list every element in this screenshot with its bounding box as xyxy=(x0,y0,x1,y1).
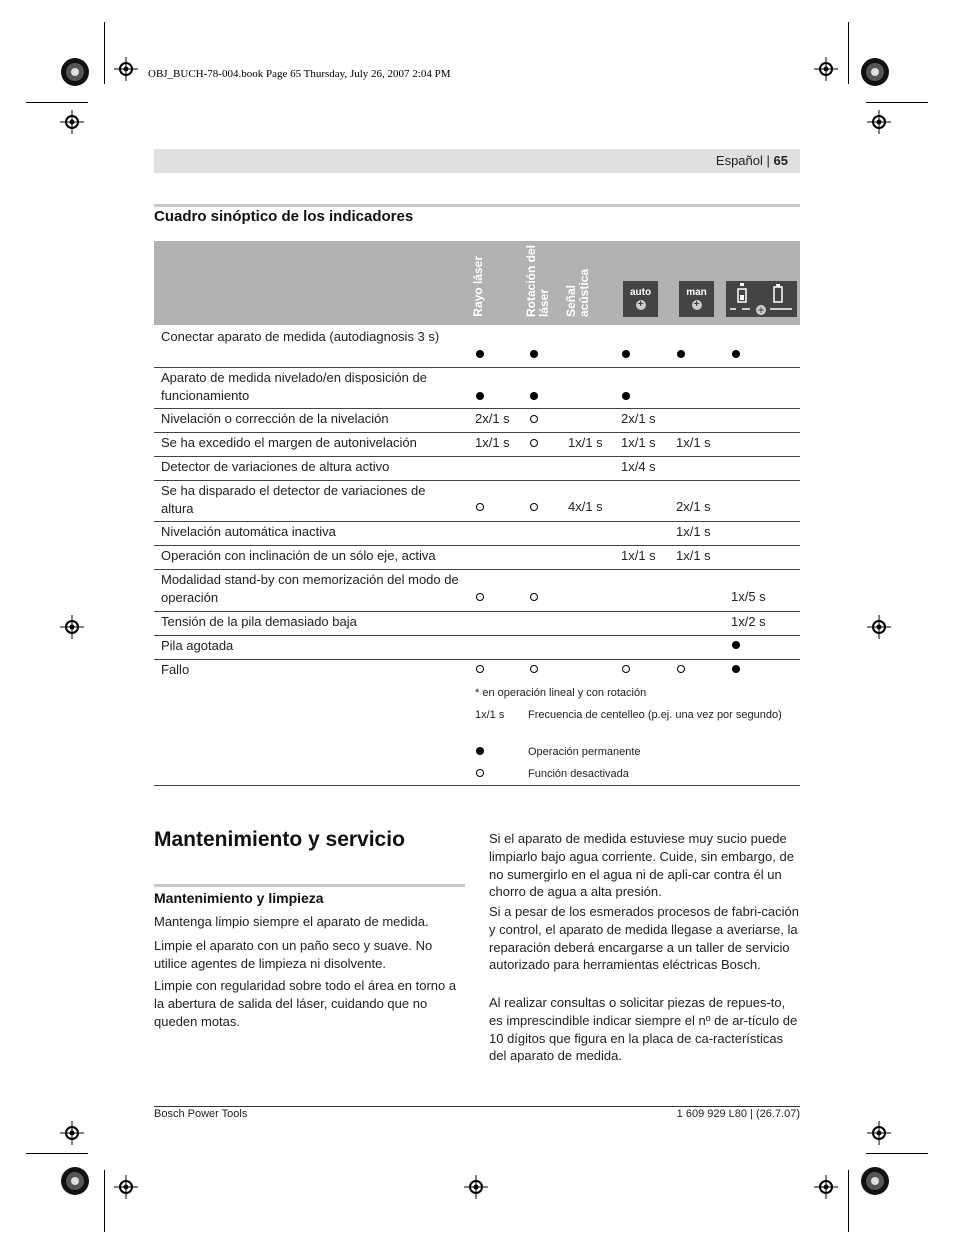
off-icon xyxy=(530,415,538,423)
indicators-title: Cuadro sinóptico de los indicadores xyxy=(154,208,414,225)
laser-freq: 2x/1 s xyxy=(475,411,510,426)
man-freq: 1x/1 s xyxy=(676,435,711,450)
legend-on-desc: Operación permanente xyxy=(528,746,641,758)
footer-brand: Bosch Power Tools xyxy=(154,1108,248,1120)
color-wheel-mark-bottom-left xyxy=(60,1166,90,1196)
steady-on-icon xyxy=(732,350,740,358)
row-desc: Se ha excedido el margen de autonivelación xyxy=(161,435,417,450)
row-desc: Modalidad stand-by con memorización del modo de operación xyxy=(161,572,459,605)
table-row xyxy=(154,635,800,660)
man-freq: 1x/1 s xyxy=(676,524,711,539)
paragraph: Si a pesar de los esmerados procesos de fabri-cación y control, el aparato de medida llegase a averiarse, la reparación deberá encargarse a un taller de servicio autorizado para herramientas eléctricas Bosch. xyxy=(489,904,799,973)
acoustic-freq: 4x/1 s xyxy=(568,499,603,514)
legend-freq-key: 1x/1 s xyxy=(475,709,505,721)
off-icon xyxy=(530,665,538,673)
off-icon xyxy=(476,593,484,601)
table-row xyxy=(154,521,800,546)
col-laser-rotation: Rotación del láser xyxy=(524,244,551,317)
auto-freq: 1x/4 s xyxy=(621,459,656,474)
table-header xyxy=(154,241,800,325)
off-icon xyxy=(530,439,538,447)
steady-on-icon xyxy=(530,392,538,400)
registration-mark xyxy=(867,1121,891,1145)
steady-on-icon xyxy=(530,350,538,358)
svg-text:+: + xyxy=(757,306,765,316)
row-desc: Nivelación automática inactiva xyxy=(161,524,336,539)
color-wheel-mark-top-right xyxy=(860,57,890,87)
col-laser-beam: Rayo láser xyxy=(471,256,485,317)
off-icon xyxy=(530,503,538,511)
registration-mark xyxy=(867,615,891,639)
steady-on-icon xyxy=(732,641,740,649)
header-text xyxy=(716,153,788,168)
registration-mark xyxy=(60,615,84,639)
paragraph: Mantenga limpio siempre el aparato de medida. xyxy=(154,914,429,929)
acoustic-freq: 1x/1 s xyxy=(568,435,603,450)
table-row xyxy=(154,611,800,636)
laser-freq: 1x/1 s xyxy=(475,435,510,450)
section-rule xyxy=(154,204,800,207)
registration-mark xyxy=(814,57,838,81)
steady-on-icon xyxy=(622,350,630,358)
footer-doc-number: 1 609 929 L80 | (26.7.07) xyxy=(676,1108,800,1120)
steady-on-icon xyxy=(476,392,484,400)
off-icon xyxy=(476,503,484,511)
off-icon xyxy=(476,769,484,777)
registration-mark xyxy=(464,1175,488,1199)
paragraph: Si el aparato de medida estuviese muy sucio puede limpiarlo bajo agua corriente. Cuide, sin embargo, de no sumergirlo en el agua ni de apli-car contra él un chorro de agua a alta presión. xyxy=(489,831,794,900)
table-row xyxy=(154,325,800,368)
battery-indicator-icon xyxy=(726,281,797,317)
color-wheel-mark-bottom-right xyxy=(860,1166,890,1196)
paragraph: Limpie con regularidad sobre todo el área en torno a la abertura de salida del láser, cuidando que no queden motas. xyxy=(154,978,457,1029)
color-wheel-mark-top-left xyxy=(60,57,90,87)
page-header xyxy=(154,149,800,173)
paragraph: Limpie el aparato con un paño seco y suave. No utilice agentes de limpieza ni disolvente. xyxy=(154,938,433,971)
battery-freq: 1x/2 s xyxy=(731,614,766,629)
registration-mark xyxy=(114,1175,138,1199)
off-icon xyxy=(677,665,685,673)
row-desc: Fallo xyxy=(161,662,190,677)
row-desc: Se ha disparado el detector de variaciones de altura xyxy=(161,483,426,516)
table-row xyxy=(154,569,800,612)
registration-mark xyxy=(60,110,84,134)
table-row xyxy=(154,408,800,433)
battery-freq: 1x/5 s xyxy=(731,589,766,604)
steady-on-icon xyxy=(622,392,630,400)
header-separator: | xyxy=(766,153,770,168)
table-row xyxy=(154,456,800,481)
col-acoustic-signal: Señal acústica xyxy=(564,268,591,317)
maintenance-title: Mantenimiento y servicio xyxy=(154,828,405,851)
row-desc: Detector de variaciones de altura activo xyxy=(161,459,390,474)
man-freq: 2x/1 s xyxy=(676,499,711,514)
steady-on-icon xyxy=(732,665,740,673)
row-desc: Operación con inclinación de un sólo eje, activa xyxy=(161,548,436,563)
steady-on-icon xyxy=(476,350,484,358)
table-row xyxy=(154,367,800,409)
auto-indicator-icon: auto + xyxy=(623,281,658,317)
steady-on-icon xyxy=(677,350,685,358)
row-desc: Conectar aparato de medida (autodiagnosis 3 s) xyxy=(161,329,440,344)
table-row xyxy=(154,659,800,786)
off-icon xyxy=(622,665,630,673)
man-indicator-icon: man + xyxy=(679,281,714,317)
legend-freq-desc: Frecuencia de centelleo (p.ej. una vez por segundo) xyxy=(528,709,782,721)
row-desc: Tensión de la pila demasiado baja xyxy=(161,614,357,629)
legend-note: * en operación lineal y con rotación xyxy=(475,687,647,699)
subsection-rule xyxy=(154,884,465,887)
header-language: Español xyxy=(715,153,763,168)
row-desc: Aparato de medida nivelado/en disposición de funcionamiento xyxy=(161,370,427,403)
auto-freq: 1x/1 s xyxy=(621,548,656,563)
row-desc: Pila agotada xyxy=(161,638,234,653)
auto-freq: 1x/1 s xyxy=(621,435,656,450)
paragraph: Al realizar consultas o solicitar piezas de repues-to, es imprescindible indicar siempre el nº de ar-tículo de 10 dígitos que figura en la placa de ca-racterísticas del aparato de medida. xyxy=(489,995,798,1064)
table-row xyxy=(154,545,800,570)
steady-on-icon xyxy=(476,747,484,755)
auto-freq: 2x/1 s xyxy=(621,411,656,426)
print-info: OBJ_BUCH-78-004.book Page 65 Thursday, July 26, 2007 2:04 PM xyxy=(148,68,451,80)
off-icon xyxy=(476,665,484,673)
registration-mark xyxy=(867,110,891,134)
registration-mark xyxy=(60,1121,84,1145)
registration-mark xyxy=(814,1175,838,1199)
registration-mark xyxy=(114,57,138,81)
footer-rule xyxy=(154,1106,800,1107)
off-icon xyxy=(530,593,538,601)
row-desc: Nivelación o corrección de la nivelación xyxy=(161,411,389,426)
table-row xyxy=(154,480,800,522)
maintenance-subtitle: Mantenimiento y limpieza xyxy=(154,890,324,906)
table-row xyxy=(154,432,800,457)
legend-off-desc: Función desactivada xyxy=(528,768,629,780)
man-freq: 1x/1 s xyxy=(676,548,711,563)
page-number: 65 xyxy=(773,153,788,168)
